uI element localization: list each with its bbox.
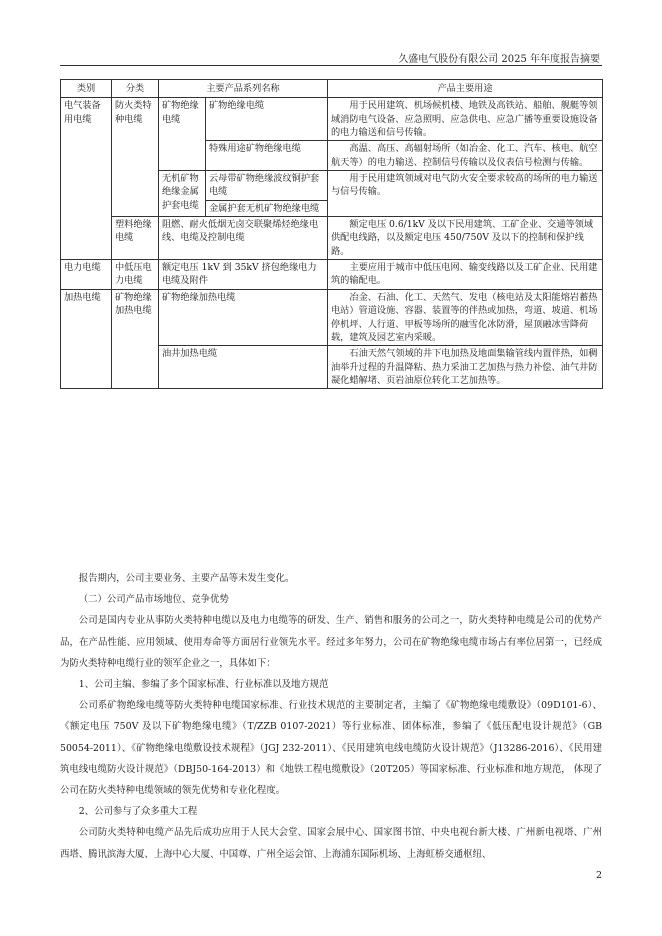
- cell-product: 矿物绝缘电缆: [206, 98, 328, 141]
- paragraph: 公司防火类特种电缆产品先后成功应用于人民大会堂、国家会展中心、国家图书馆、中央电视台新大楼、广州新电视塔、广州西塔、腾讯滨海大厦、上海中心大厦、中国尊、广州全运会馆、上海浦东国际机场、上海虹桥交通枢纽、: [60, 827, 602, 860]
- product-table: [60, 79, 603, 389]
- col-header-category: 类别: [61, 80, 112, 98]
- sub-heading: 1、公司主编、参编了多个国家标准、行业标准以及地方规范: [78, 679, 329, 691]
- page-number: 2: [595, 870, 602, 881]
- paragraph: 公司系矿物绝缘电缆等防火类特种电缆国家标准、行业技术规范的主要制定者，主编了《矿物绝缘电缆敷设》（09D101-6）、《额定电压 750V 及以下矿物绝缘电缆》（T/ZZB 0107-2021）等行业标准、团体标准，参编了《低压配电设计规范》（GB 50054-2011）、《矿物绝缘电缆敷设技术规程》（JGJ 232-2011）、《民用建筑电线电缆防火设计规范》（J13286-2016）、《民用建筑电线电缆防火设计规范》（DBJ50-164-2013）和《地铁工程电缆敷设》（20T205）等国家标准、行业标准和地方规范， 体现了公司在防火类特种电缆领域的领先优势和专业化程度。: [60, 700, 602, 797]
- cell-series: 无机矿物绝缘金属护套电缆: [159, 171, 206, 217]
- cell-product: 矿物绝缘加热电缆: [159, 289, 328, 345]
- cell-subcategory: 中低压电力电缆: [112, 260, 159, 290]
- report-header: 久盛电气股份有限公司 2025 年年度报告摘要: [398, 54, 600, 65]
- cell-product: 特殊用途矿物绝缘电缆: [206, 141, 328, 171]
- col-header-usage: 产品主要用途: [328, 80, 603, 98]
- cell-category: 电力电缆: [61, 260, 112, 290]
- cell-series: 矿物绝缘电缆: [159, 98, 206, 171]
- table-row: [61, 289, 603, 345]
- cell-product: 金属护套无机矿物绝缘电缆: [206, 200, 328, 216]
- table-row: [61, 98, 603, 141]
- cell-usage: 额定电压 0.6/1kV 及以下民用建筑、工矿企业、交通等领域供配电线路，以及额定电压 450/750V 及以下的控制和保护线路。: [328, 217, 603, 260]
- col-header-subcategory: 分类: [112, 80, 159, 98]
- header-divider: [60, 65, 602, 66]
- table-header-row: [61, 80, 603, 98]
- cell-usage: 主要应用于城市中低压电网、输变线路以及工矿企业、民用建筑的输配电。: [328, 260, 603, 290]
- table-row: [61, 217, 603, 260]
- body-text: [60, 568, 602, 865]
- cell-subcategory: 防火类特种电缆: [112, 98, 159, 217]
- section-heading: （二）公司产品市场地位、竞争优势: [78, 594, 229, 606]
- cell-category: 加热电缆: [61, 289, 112, 388]
- table-row: [61, 260, 603, 290]
- cell-product: 云母带矿物绝缘波纹铜护套电缆: [206, 171, 328, 201]
- cell-category: 电气装备用电缆: [61, 98, 112, 260]
- paragraph: 报告期内，公司主要业务、主要产品等未发生变化。: [78, 573, 295, 584]
- cell-usage: 冶金、石油、化工、天然气、发电（核电站及太阳能熔岩蓄热电站）管道设施、容器、装置等的伴热或加热，弯道、坡道、机场停机坪、人行道、甲板等场所的融雪化冰防滑，屋顶融冰雪降荷载，建筑及园艺室内采暖。: [328, 289, 603, 345]
- cell-usage: 高温、高压、高辐射场所（如冶金、化工、汽车、核电、航空航天等）的电力输送、控制信号传输以及仪表信号检测与传输。: [328, 141, 603, 171]
- cell-product: 阻燃、耐火低烟无卤交联聚烯烃绝缘电线、电缆及控制电缆: [159, 217, 328, 260]
- paragraph: 公司是国内专业从事防火类特种电缆以及电力电缆等的研发、生产、销售和服务的公司之一，防火类特种电缆是公司的优势产品，在产品性能、应用领域、使用寿命等方面居行业领先水平。经过多年努力，公司在矿物绝缘电缆市场占有率位居第一，已经成为防火类特种电缆行业的领军企业之一，具体如下：: [60, 615, 602, 669]
- cell-subcategory: 塑料绝缘电缆: [112, 217, 159, 260]
- cell-product: 油井加热电缆: [159, 346, 328, 389]
- cell-usage: 用于民用建筑领域对电气防火安全要求较高的场所的电力输送与信号传输。: [328, 171, 603, 217]
- sub-heading: 2、公司参与了众多重大工程: [78, 806, 198, 818]
- cell-subcategory: 矿物绝缘加热电缆: [112, 289, 159, 388]
- cell-usage: 用于民用建筑、机场候机楼、地铁及高铁站、船舶、舰艇等领域消防电气设备、应急照明、应急供电、应急广播等重要设施设备的电力输送和信号传输。: [328, 98, 603, 141]
- col-header-series: 主要产品系列名称: [159, 80, 328, 98]
- cell-usage: 石油天然气领域的井下电加热及地面集输管线内置伴热，如稠油举升过程的升温降粘、热力采油工艺加热与热力补偿、油气井防凝化蜡解堵、页岩油原位转化工艺加热等。: [328, 346, 603, 389]
- cell-product: 额定电压 1kV 到 35kV 挤包绝缘电力电缆及附件: [159, 260, 328, 290]
